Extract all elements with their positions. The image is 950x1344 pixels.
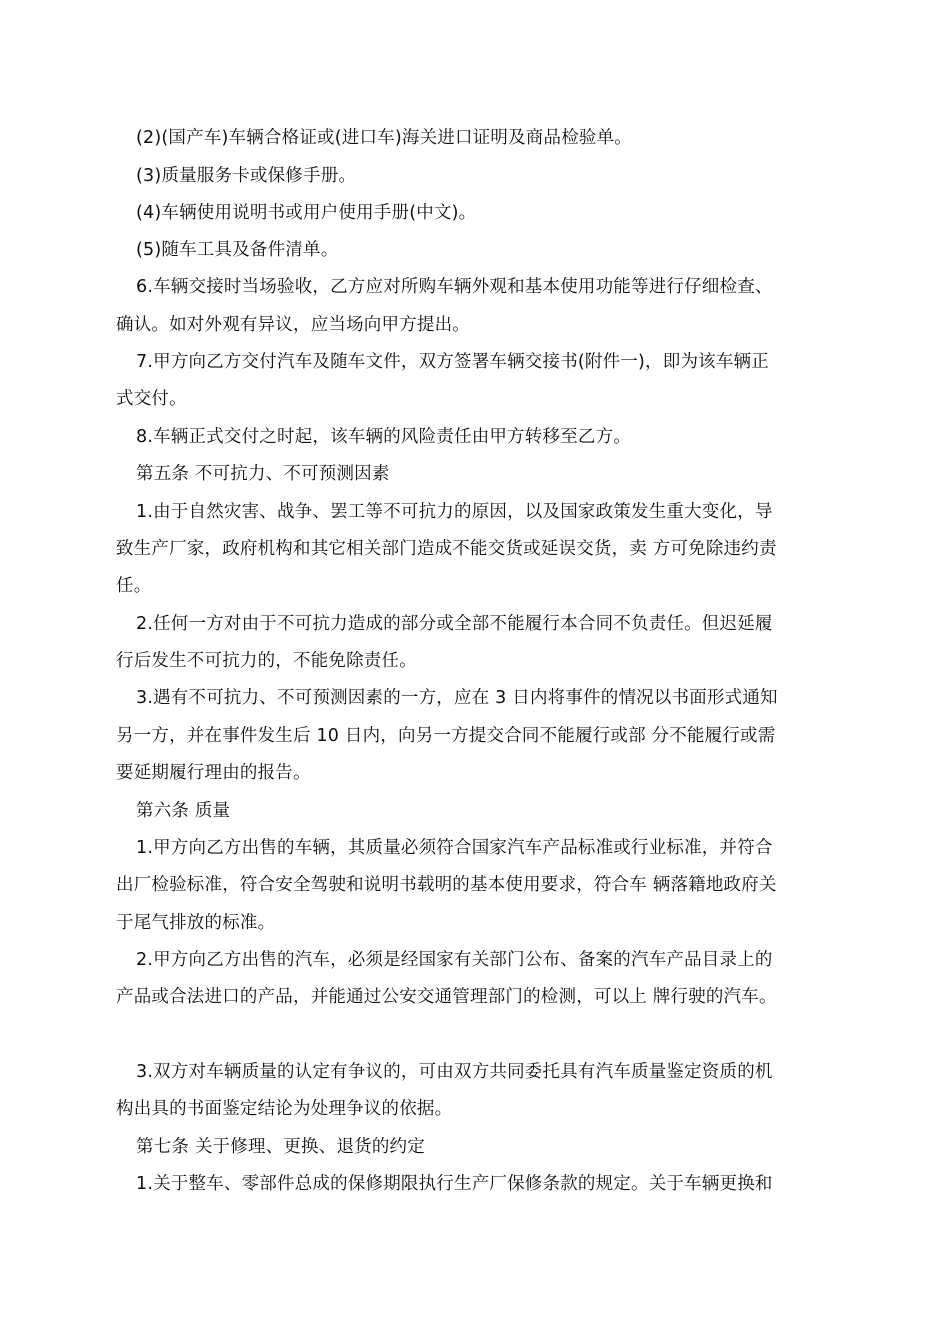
article-5-heading: 第五条 不可抗力、不可预测因素 (136, 464, 390, 484)
list-item-user-manual: (4)车辆使用说明书或用户使用手册(中文)。 (136, 203, 477, 223)
art5-para1-line1: 1.由于自然灾害、战争、罢工等不可抗力的原因，以及国家政策发生重大变化，导 (136, 502, 773, 522)
art5-para2-line1: 2.任何一方对由于不可抗力造成的部分或全部不能履行本合同不负责任。但迟延履 (136, 614, 773, 634)
art6-para1-line1: 1.甲方向乙方出售的车辆，其质量必须符合国家汽车产品标准或行业标准，并符合 (136, 838, 773, 858)
article-7-heading: 第七条 关于修理、更换、退货的约定 (136, 1137, 425, 1157)
list-item-certificate: (2)(国产车)车辆合格证或(进口车)海关进口证明及商品检验单。 (136, 128, 632, 148)
art5-para1-line2: 致生产厂家，政府机构和其它相关部门造成不能交货或延误交货，卖 方可免除违约责 (116, 539, 777, 559)
clause-7-line-2: 式交付。 (116, 389, 187, 409)
art7-para1-line1: 1.关于整车、零部件总成的保修期限执行生产厂保修条款的规定。关于车辆更换和 (136, 1174, 773, 1194)
art5-para3-line2: 另一方，并在事件发生后 10 日内，向另一方提交合同不能履行或部 分不能履行或需 (116, 726, 776, 746)
clause-8-line-1: 8.车辆正式交付之时起，该车辆的风险责任由甲方转移至乙方。 (136, 427, 631, 447)
art6-para3-line2: 构出具的书面鉴定结论为处理争议的依据。 (116, 1099, 453, 1119)
clause-6-line-1: 6.车辆交接时当场验收，乙方应对所购车辆外观和基本使用功能等进行仔细检查、 (136, 277, 773, 297)
list-item-warranty-card: (3)质量服务卡或保修手册。 (136, 166, 357, 186)
art5-para2-line2: 行后发生不可抗力的，不能免除责任。 (116, 651, 417, 671)
art6-para2-line2: 产品或合法进口的产品，并能通过公安交通管理部门的检测，可以上 牌行驶的汽车。 (116, 987, 777, 1007)
art6-para2-line1: 2.甲方向乙方出售的汽车，必须是经国家有关部门公布、备案的汽车产品目录上的 (136, 950, 773, 970)
list-item-tools-list: (5)随车工具及备件清单。 (136, 240, 339, 260)
art5-para3-line1: 3.遇有不可抗力、不可预测因素的一方，应在 3 日内将事件的情况以书面形式通知 (136, 688, 778, 708)
clause-6-line-2: 确认。如对外观有异议，应当场向甲方提出。 (116, 315, 470, 335)
art6-para1-line3: 于尾气排放的标准。 (116, 913, 276, 933)
art6-para3-line1: 3.双方对车辆质量的认定有争议的，可由双方共同委托具有汽车质量鉴定资质的机 (136, 1062, 773, 1082)
article-6-heading: 第六条 质量 (136, 801, 231, 821)
art5-para3-line3: 要延期履行理由的报告。 (116, 763, 311, 783)
art6-para1-line2: 出厂检验标准，符合安全驾驶和说明书载明的基本使用要求，符合车 辆落籍地政府关 (116, 875, 777, 895)
art5-para1-line3: 任。 (116, 576, 152, 596)
clause-7-line-1: 7.甲方向乙方交付汽车及随车文件，双方签署车辆交接书(附件一)，即为该车辆正 (136, 352, 769, 372)
